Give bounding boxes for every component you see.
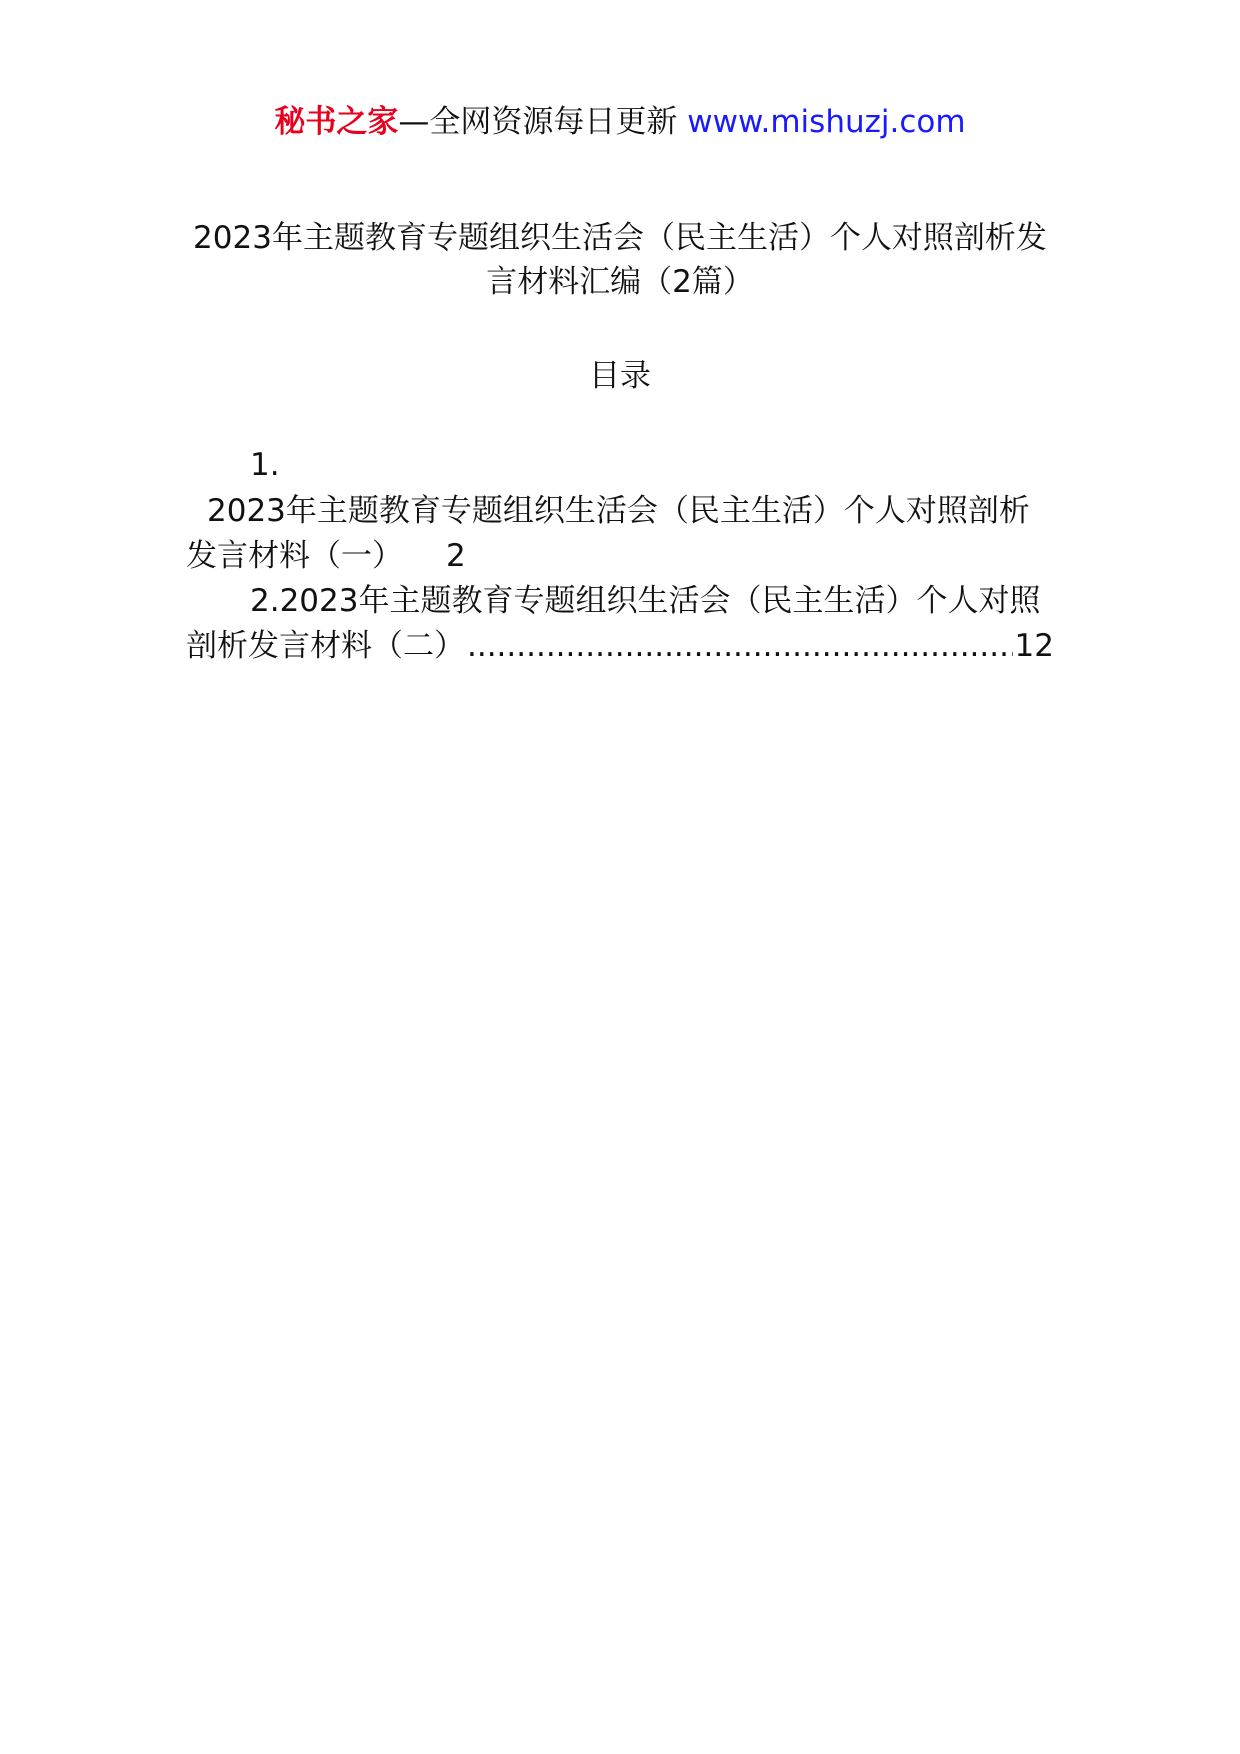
site-url-link[interactable]: www.mishuzj.com [687,104,966,140]
document-title [186,216,1054,304]
toc-entry-2-page-number: 12 [1014,628,1054,664]
toc-dot-leader [467,624,1013,668]
toc-entry-1-title-line2: 发言材料（一） [186,538,403,574]
document-title-line2: 言材料汇编（2篇） [486,264,754,300]
site-header [0,100,1240,144]
header-tagline: —全网资源每日更新 [398,104,678,140]
document-title-line1: 2023年主题教育专题组织生活会（民主生活）个人对照剖析发 [193,220,1047,256]
toc-entry-1-title-line1: 2023年主题教育专题组织生活会（民主生活）个人对照剖析 [207,493,1030,529]
toc-entry-2-title-line2: 剖析发言材料（二） [186,628,465,664]
toc-heading: 目录 [589,358,651,394]
toc-entry-1-page-number: 2 [446,538,466,574]
toc-entry-2-title-line2-row [186,624,1054,668]
toc-entry-1-number: 1. [250,447,280,483]
brand-name: 秘书之家 [274,104,399,140]
toc-entry-2-title-line1: 2.2023年主题教育专题组织生活会（民主生活）个人对照 [250,583,1041,619]
